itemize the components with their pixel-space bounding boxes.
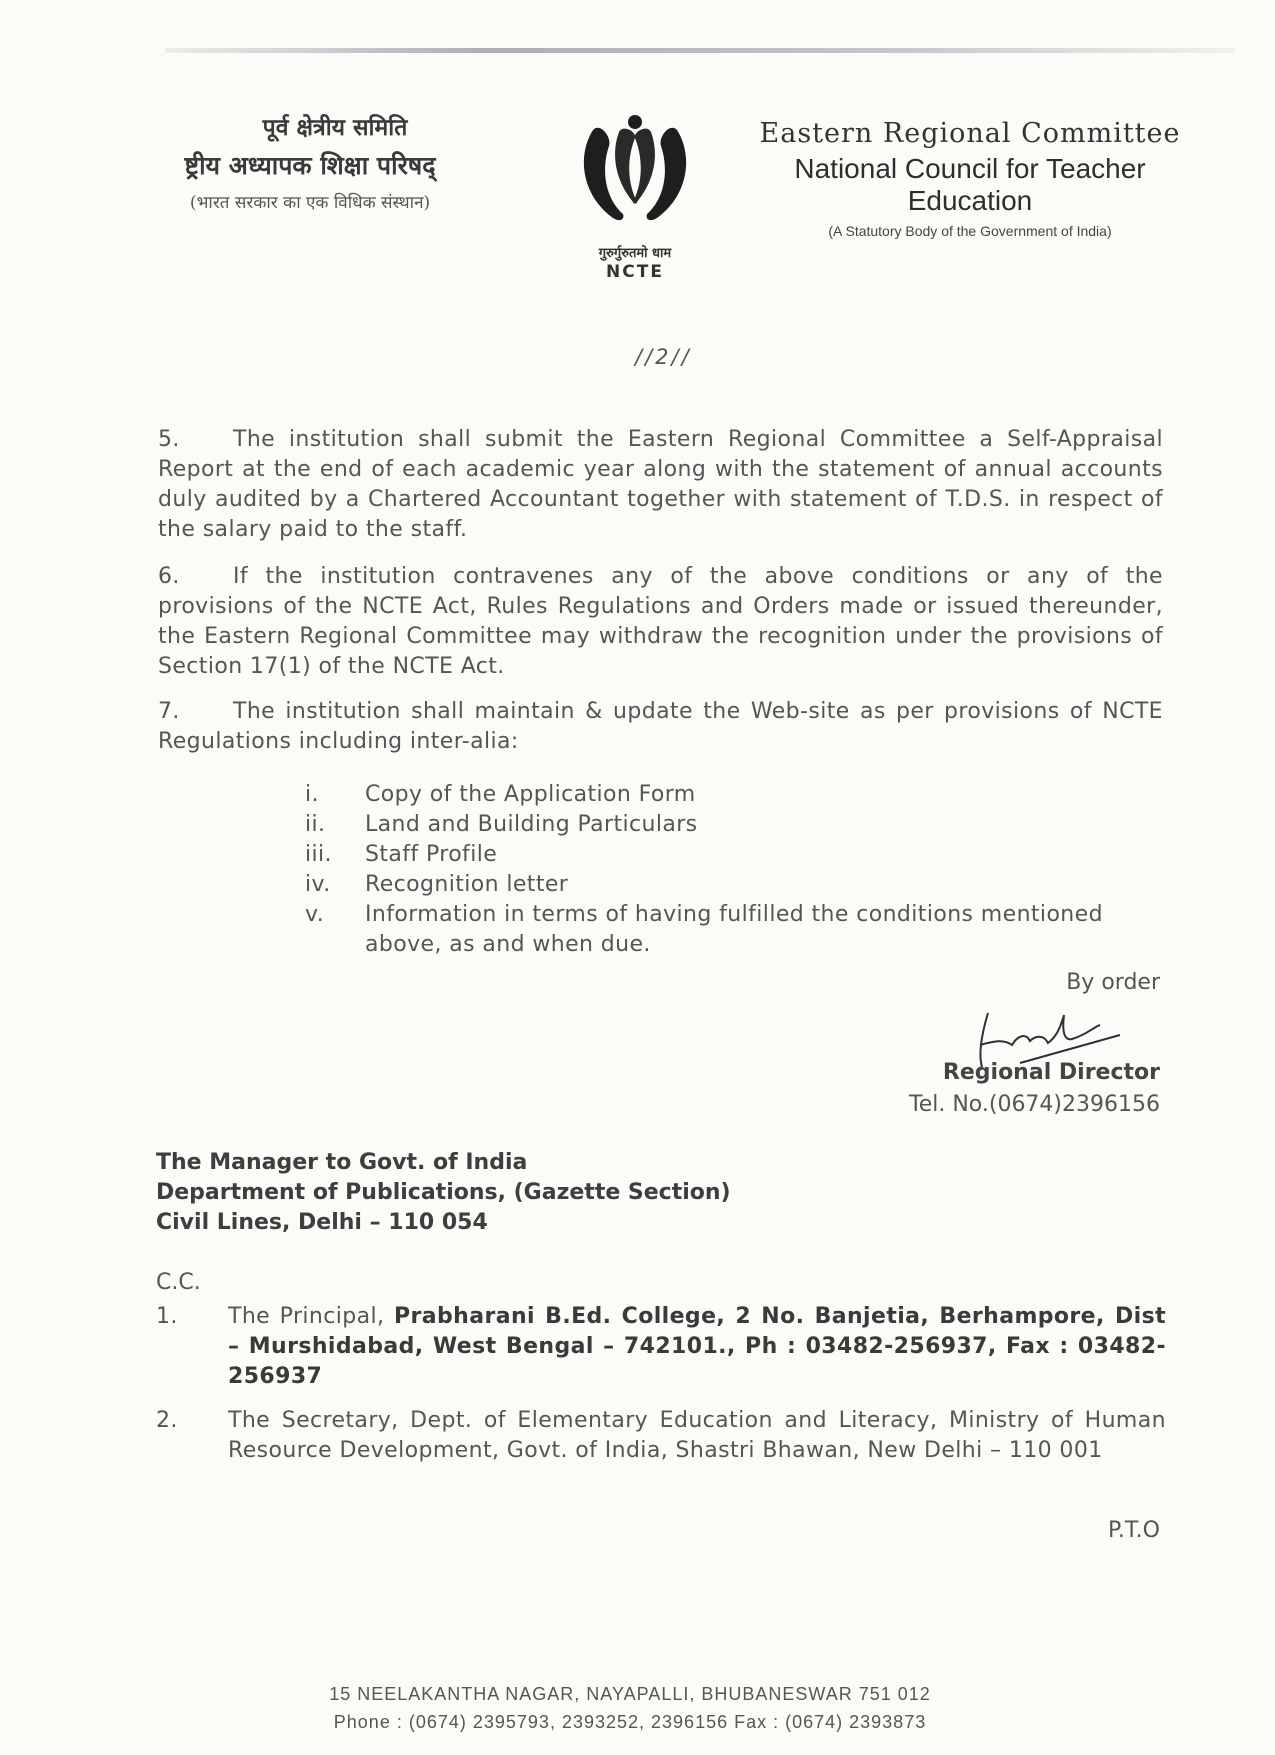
website-requirements-list (305, 780, 1165, 960)
list-item (305, 900, 1165, 960)
cc-item-number: 1. (156, 1304, 178, 1329)
footer-line: 15 NEELAKANTHA NAGAR, NAYAPALLI, BHUBANESWAR 751 012 (329, 1684, 931, 1704)
list-item-number: ii. (305, 812, 326, 837)
list-item-text: Recognition letter (365, 872, 569, 897)
english-header (730, 118, 1210, 239)
list-item-text: Copy of the Application Form (365, 782, 696, 807)
list-item-number: iv. (305, 872, 331, 897)
cc-item-text (228, 1302, 1166, 1392)
cc-label: C.C. (156, 1270, 201, 1295)
paragraph-6 (158, 562, 1163, 682)
paragraph-text: The institution shall submit the Eastern Regional Committee a Self-Appraisal Report at the end of each academic year along with the statement of annual accounts duly audited by a Chartered Accountant together with statement of T.D.S. in respect of the salary paid to the staff. (158, 427, 1163, 542)
list-item-text: Land and Building Particulars (365, 812, 698, 837)
list-item (305, 780, 1165, 810)
cc-item-prefix: The Principal, (228, 1304, 385, 1329)
hindi-council-name: ष्ट्रीय अध्यापक शिक्षा परिषद् (184, 151, 436, 180)
ncte-logo (570, 110, 700, 282)
ncte-emblem-icon (575, 110, 695, 235)
list-item-number: iii. (305, 842, 332, 867)
english-statutory-note: (A Statutory Body of the Government of India) (828, 223, 1112, 239)
address-line: The Manager to Govt. of India (156, 1150, 528, 1175)
paragraph-number: 7. (158, 699, 180, 724)
list-item-text: Staff Profile (365, 842, 498, 867)
logo-acronym: NCTE (606, 262, 664, 282)
cc-item-text: The Secretary, Dept. of Elementary Education and Literacy, Ministry of Human Resource Development, Govt. of India, Shastri Bhawan, New Delhi – 110 001 (228, 1408, 1166, 1463)
list-item-text: Information in terms of having fulfilled the conditions mentioned above, as and when due. (365, 902, 1103, 957)
hindi-header (95, 110, 525, 213)
telephone-number: Tel. No.(0674)2396156 (909, 1092, 1160, 1117)
cc-item-college-address: Prabharani B.Ed. College, 2 No. Banjetia, Berhampore, Dist – Murshidabad, West Bengal – 742101., Ph : 03482-256937, Fax : 03482-256937 (228, 1304, 1166, 1389)
address-line: Department of Publications, (Gazette Section) (156, 1180, 731, 1205)
paragraph-text: If the institution contravenes any of the above conditions or any of the provisions of the NCTE Act, Rules Regulations and Orders made or issued thereunder, the Eastern Regional Committee may withdraw the recognition under the provisions of Section 17(1) of the NCTE Act. (158, 564, 1163, 679)
english-committee-name: Eastern Regional Committee (759, 118, 1181, 149)
paragraph-text: The institution shall maintain & update the Web-site as per provisions of NCTE Regulations including inter-alia: (158, 699, 1163, 754)
list-item-number: i. (305, 782, 319, 807)
list-item-number: v. (305, 902, 325, 927)
english-council-name: National Council for Teacher Education (794, 153, 1146, 216)
hindi-committee-name: पूर्व क्षेत्रीय समिति (262, 114, 408, 141)
cc-item-number: 2. (156, 1408, 178, 1433)
list-item (305, 870, 1165, 900)
address-line: Civil Lines, Delhi – 110 054 (156, 1210, 488, 1235)
footer-address (250, 1680, 1010, 1736)
logo-motto: गुरुर्गुरुतमो धाम (598, 246, 672, 261)
by-order: By order (1066, 970, 1160, 995)
hindi-statutory-note: (भारत सरकार का एक विधिक संस्थान) (189, 193, 431, 213)
paragraph-number: 5. (158, 427, 180, 452)
cc-item-2 (156, 1406, 1166, 1466)
footer-line: Phone : (0674) 2395793, 2393252, 2396156 Fax : (0674) 2393873 (333, 1712, 927, 1732)
designation: Regional Director (942, 1060, 1160, 1085)
paragraph-7 (158, 697, 1163, 757)
scan-edge-line (165, 48, 1235, 53)
paragraph-number: 6. (158, 564, 180, 589)
pto-label: P.T.O (1108, 1518, 1160, 1543)
page-number: //2// (635, 345, 692, 369)
recipient-address (156, 1148, 731, 1238)
list-item (305, 810, 1165, 840)
cc-item-1 (156, 1302, 1166, 1392)
paragraph-5 (158, 425, 1163, 545)
list-item (305, 840, 1165, 870)
